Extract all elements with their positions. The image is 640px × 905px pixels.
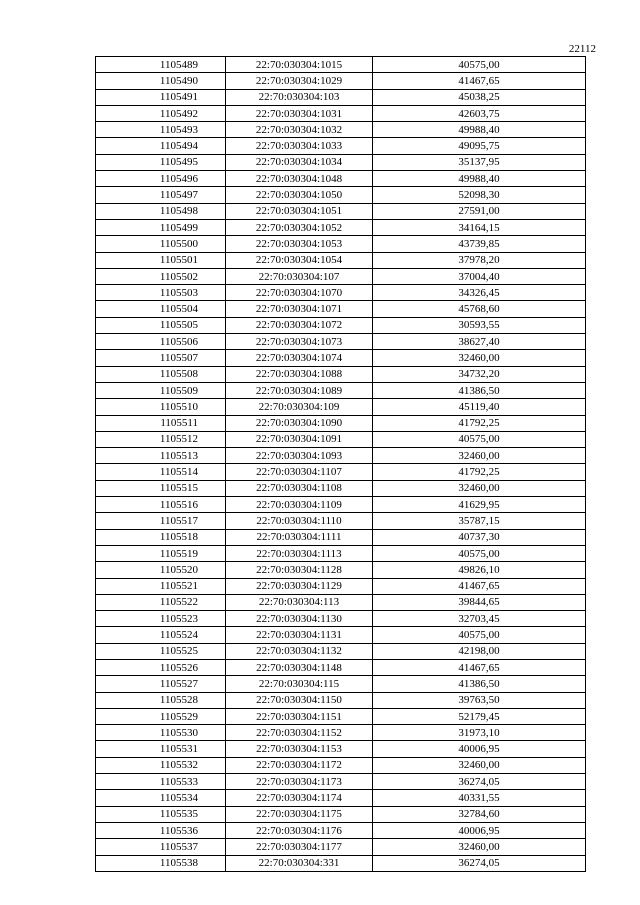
table-row xyxy=(96,627,586,643)
row-number-cell: 1105507 xyxy=(96,350,226,366)
cadastral-number-cell: 22:70:030304:1177 xyxy=(226,839,373,855)
cadastral-value-cell: 41792,25 xyxy=(373,464,586,480)
cadastral-number-cell: 22:70:030304:1031 xyxy=(226,105,373,121)
cadastral-number-cell: 22:70:030304:107 xyxy=(226,268,373,284)
cadastral-number-cell: 22:70:030304:1131 xyxy=(226,627,373,643)
table-row xyxy=(96,268,586,284)
cadastral-number-cell: 22:70:030304:1034 xyxy=(226,154,373,170)
cadastral-value-cell: 40331,55 xyxy=(373,790,586,806)
cadastral-number-cell: 22:70:030304:1109 xyxy=(226,497,373,513)
row-number-cell: 1105517 xyxy=(96,513,226,529)
cadastral-value-cell: 37004,40 xyxy=(373,268,586,284)
cadastral-number-cell: 22:70:030304:1015 xyxy=(226,57,373,73)
row-number-cell: 1105530 xyxy=(96,725,226,741)
page-number: 22112 xyxy=(568,43,596,55)
table-row xyxy=(96,790,586,806)
table-row xyxy=(96,822,586,838)
cadastral-number-cell: 22:70:030304:1113 xyxy=(226,545,373,561)
cadastral-number-cell: 22:70:030304:1053 xyxy=(226,236,373,252)
table-row xyxy=(96,757,586,773)
cadastral-number-cell: 22:70:030304:109 xyxy=(226,399,373,415)
cadastral-number-cell: 22:70:030304:331 xyxy=(226,855,373,871)
cadastral-value-cell: 40575,00 xyxy=(373,57,586,73)
cadastral-value-cell: 49095,75 xyxy=(373,138,586,154)
cadastral-number-cell: 22:70:030304:1129 xyxy=(226,578,373,594)
table-row xyxy=(96,399,586,415)
table-row xyxy=(96,415,586,431)
cadastral-value-cell: 32460,00 xyxy=(373,839,586,855)
row-number-cell: 1105528 xyxy=(96,692,226,708)
cadastral-number-cell: 22:70:030304:1128 xyxy=(226,562,373,578)
row-number-cell: 1105537 xyxy=(96,839,226,855)
cadastral-number-cell: 22:70:030304:1071 xyxy=(226,301,373,317)
table-row xyxy=(96,643,586,659)
cadastral-value-cell: 40575,00 xyxy=(373,431,586,447)
table-row xyxy=(96,105,586,121)
cadastral-number-cell: 22:70:030304:1073 xyxy=(226,334,373,350)
row-number-cell: 1105491 xyxy=(96,89,226,105)
cadastral-value-cell: 41467,65 xyxy=(373,659,586,675)
table-row xyxy=(96,464,586,480)
row-number-cell: 1105499 xyxy=(96,219,226,235)
row-number-cell: 1105524 xyxy=(96,627,226,643)
cadastral-number-cell: 22:70:030304:1130 xyxy=(226,611,373,627)
row-number-cell: 1105518 xyxy=(96,529,226,545)
cadastral-number-cell: 22:70:030304:1074 xyxy=(226,350,373,366)
cadastral-value-cell: 41792,25 xyxy=(373,415,586,431)
cadastral-value-cell: 36274,05 xyxy=(373,774,586,790)
cadastral-number-cell: 22:70:030304:1174 xyxy=(226,790,373,806)
cadastral-value-cell: 41386,50 xyxy=(373,676,586,692)
cadastral-value-cell: 42198,00 xyxy=(373,643,586,659)
cadastral-number-cell: 22:70:030304:115 xyxy=(226,676,373,692)
row-number-cell: 1105511 xyxy=(96,415,226,431)
table-row xyxy=(96,855,586,871)
table-row xyxy=(96,513,586,529)
table-row xyxy=(96,252,586,268)
row-number-cell: 1105538 xyxy=(96,855,226,871)
cadastral-value-cell: 41467,65 xyxy=(373,578,586,594)
table-row xyxy=(96,545,586,561)
table-row xyxy=(96,562,586,578)
table-row xyxy=(96,497,586,513)
row-number-cell: 1105526 xyxy=(96,659,226,675)
table-row xyxy=(96,366,586,382)
table-body xyxy=(96,57,586,872)
table-row xyxy=(96,236,586,252)
table-row xyxy=(96,203,586,219)
table-row xyxy=(96,285,586,301)
row-number-cell: 1105490 xyxy=(96,73,226,89)
row-number-cell: 1105512 xyxy=(96,431,226,447)
cadastral-value-cell: 42603,75 xyxy=(373,105,586,121)
cadastral-number-cell: 22:70:030304:1032 xyxy=(226,122,373,138)
cadastral-value-cell: 34732,20 xyxy=(373,366,586,382)
row-number-cell: 1105504 xyxy=(96,301,226,317)
row-number-cell: 1105523 xyxy=(96,611,226,627)
cadastral-value-cell: 32460,00 xyxy=(373,350,586,366)
row-number-cell: 1105505 xyxy=(96,317,226,333)
table-row xyxy=(96,171,586,187)
cadastral-value-cell: 40006,95 xyxy=(373,822,586,838)
row-number-cell: 1105503 xyxy=(96,285,226,301)
cadastral-number-cell: 22:70:030304:1091 xyxy=(226,431,373,447)
table-row xyxy=(96,725,586,741)
cadastral-number-cell: 22:70:030304:1050 xyxy=(226,187,373,203)
row-number-cell: 1105529 xyxy=(96,708,226,724)
cadastral-number-cell: 22:70:030304:1175 xyxy=(226,806,373,822)
cadastral-value-cell: 41386,50 xyxy=(373,382,586,398)
table-row xyxy=(96,529,586,545)
cadastral-value-cell: 34326,45 xyxy=(373,285,586,301)
table-row xyxy=(96,806,586,822)
row-number-cell: 1105494 xyxy=(96,138,226,154)
table-row xyxy=(96,301,586,317)
cadastral-number-cell: 22:70:030304:113 xyxy=(226,594,373,610)
cadastral-value-cell: 40006,95 xyxy=(373,741,586,757)
cadastral-number-cell: 22:70:030304:1054 xyxy=(226,252,373,268)
cadastral-number-cell: 22:70:030304:1088 xyxy=(226,366,373,382)
cadastral-number-cell: 22:70:030304:1153 xyxy=(226,741,373,757)
row-number-cell: 1105536 xyxy=(96,822,226,838)
table-row xyxy=(96,692,586,708)
table-row xyxy=(96,382,586,398)
cadastral-value-cell: 37978,20 xyxy=(373,252,586,268)
cadastral-value-cell: 40575,00 xyxy=(373,627,586,643)
table-row xyxy=(96,138,586,154)
cadastral-value-cell: 32460,00 xyxy=(373,448,586,464)
row-number-cell: 1105534 xyxy=(96,790,226,806)
cadastral-number-cell: 22:70:030304:1052 xyxy=(226,219,373,235)
cadastral-number-cell: 22:70:030304:1110 xyxy=(226,513,373,529)
cadastral-value-cell: 49988,40 xyxy=(373,171,586,187)
cadastral-value-cell: 35137,95 xyxy=(373,154,586,170)
cadastral-number-cell: 22:70:030304:1172 xyxy=(226,757,373,773)
cadastral-value-cell: 38627,40 xyxy=(373,334,586,350)
table-row xyxy=(96,334,586,350)
row-number-cell: 1105500 xyxy=(96,236,226,252)
row-number-cell: 1105516 xyxy=(96,497,226,513)
cadastral-value-cell: 43739,85 xyxy=(373,236,586,252)
table-row xyxy=(96,57,586,73)
cadastral-number-cell: 22:70:030304:1151 xyxy=(226,708,373,724)
row-number-cell: 1105525 xyxy=(96,643,226,659)
row-number-cell: 1105502 xyxy=(96,268,226,284)
row-number-cell: 1105515 xyxy=(96,480,226,496)
cadastral-number-cell: 22:70:030304:1111 xyxy=(226,529,373,545)
cadastral-value-cell: 32460,00 xyxy=(373,480,586,496)
cadastral-number-cell: 22:70:030304:1132 xyxy=(226,643,373,659)
table-row xyxy=(96,154,586,170)
cadastral-number-cell: 22:70:030304:1051 xyxy=(226,203,373,219)
row-number-cell: 1105498 xyxy=(96,203,226,219)
row-number-cell: 1105514 xyxy=(96,464,226,480)
row-number-cell: 1105520 xyxy=(96,562,226,578)
cadastral-value-cell: 45768,60 xyxy=(373,301,586,317)
table-row xyxy=(96,659,586,675)
cadastral-value-cell: 36274,05 xyxy=(373,855,586,871)
cadastral-value-cell: 27591,00 xyxy=(373,203,586,219)
table-row xyxy=(96,839,586,855)
row-number-cell: 1105493 xyxy=(96,122,226,138)
row-number-cell: 1105492 xyxy=(96,105,226,121)
row-number-cell: 1105531 xyxy=(96,741,226,757)
row-number-cell: 1105501 xyxy=(96,252,226,268)
table-row xyxy=(96,741,586,757)
cadastral-value-cell: 41467,65 xyxy=(373,73,586,89)
table-row xyxy=(96,122,586,138)
cadastral-value-cell: 35787,15 xyxy=(373,513,586,529)
cadastral-number-cell: 22:70:030304:1033 xyxy=(226,138,373,154)
table-row xyxy=(96,448,586,464)
table-row xyxy=(96,187,586,203)
row-number-cell: 1105509 xyxy=(96,382,226,398)
cadastral-value-cell: 45119,40 xyxy=(373,399,586,415)
cadastral-number-cell: 22:70:030304:1173 xyxy=(226,774,373,790)
cadastral-value-cell: 40737,30 xyxy=(373,529,586,545)
cadastral-number-cell: 22:70:030304:1108 xyxy=(226,480,373,496)
cadastral-value-cell: 49988,40 xyxy=(373,122,586,138)
row-number-cell: 1105497 xyxy=(96,187,226,203)
cadastral-value-cell: 49826,10 xyxy=(373,562,586,578)
cadastral-number-cell: 22:70:030304:1070 xyxy=(226,285,373,301)
cadastral-number-cell: 22:70:030304:1107 xyxy=(226,464,373,480)
cadastral-value-cell: 52179,45 xyxy=(373,708,586,724)
cadastral-value-cell: 32460,00 xyxy=(373,757,586,773)
cadastral-value-cell: 40575,00 xyxy=(373,545,586,561)
cadastral-number-cell: 22:70:030304:1072 xyxy=(226,317,373,333)
cadastral-value-cell: 39844,65 xyxy=(373,594,586,610)
cadastral-number-cell: 22:70:030304:1150 xyxy=(226,692,373,708)
cadastral-number-cell: 22:70:030304:1093 xyxy=(226,448,373,464)
row-number-cell: 1105508 xyxy=(96,366,226,382)
cadastral-value-cell: 31973,10 xyxy=(373,725,586,741)
table-row xyxy=(96,480,586,496)
table-row xyxy=(96,350,586,366)
row-number-cell: 1105527 xyxy=(96,676,226,692)
cadastral-value-cell: 30593,55 xyxy=(373,317,586,333)
row-number-cell: 1105533 xyxy=(96,774,226,790)
table-row xyxy=(96,317,586,333)
row-number-cell: 1105535 xyxy=(96,806,226,822)
table-row xyxy=(96,431,586,447)
cadastral-number-cell: 22:70:030304:1029 xyxy=(226,73,373,89)
cadastral-value-cell: 32784,60 xyxy=(373,806,586,822)
table-row xyxy=(96,578,586,594)
cadastral-number-cell: 22:70:030304:103 xyxy=(226,89,373,105)
cadastral-number-cell: 22:70:030304:1090 xyxy=(226,415,373,431)
cadastral-number-cell: 22:70:030304:1176 xyxy=(226,822,373,838)
cadastral-value-cell: 45038,25 xyxy=(373,89,586,105)
cadastral-number-cell: 22:70:030304:1152 xyxy=(226,725,373,741)
cadastral-number-cell: 22:70:030304:1089 xyxy=(226,382,373,398)
cadastral-number-cell: 22:70:030304:1148 xyxy=(226,659,373,675)
cadastral-value-cell: 52098,30 xyxy=(373,187,586,203)
table-row xyxy=(96,774,586,790)
table-row xyxy=(96,219,586,235)
row-number-cell: 1105513 xyxy=(96,448,226,464)
row-number-cell: 1105522 xyxy=(96,594,226,610)
row-number-cell: 1105506 xyxy=(96,334,226,350)
table-row xyxy=(96,594,586,610)
cadastral-value-cell: 41629,95 xyxy=(373,497,586,513)
table-row xyxy=(96,676,586,692)
cadastral-value-cell: 34164,15 xyxy=(373,219,586,235)
table-row xyxy=(96,611,586,627)
cadastral-value-table xyxy=(95,56,586,872)
cadastral-number-cell: 22:70:030304:1048 xyxy=(226,171,373,187)
cadastral-value-cell: 32703,45 xyxy=(373,611,586,627)
row-number-cell: 1105489 xyxy=(96,57,226,73)
row-number-cell: 1105510 xyxy=(96,399,226,415)
table-row xyxy=(96,708,586,724)
row-number-cell: 1105532 xyxy=(96,757,226,773)
row-number-cell: 1105495 xyxy=(96,154,226,170)
row-number-cell: 1105521 xyxy=(96,578,226,594)
cadastral-value-cell: 39763,50 xyxy=(373,692,586,708)
row-number-cell: 1105519 xyxy=(96,545,226,561)
row-number-cell: 1105496 xyxy=(96,171,226,187)
table-row xyxy=(96,89,586,105)
table-row xyxy=(96,73,586,89)
